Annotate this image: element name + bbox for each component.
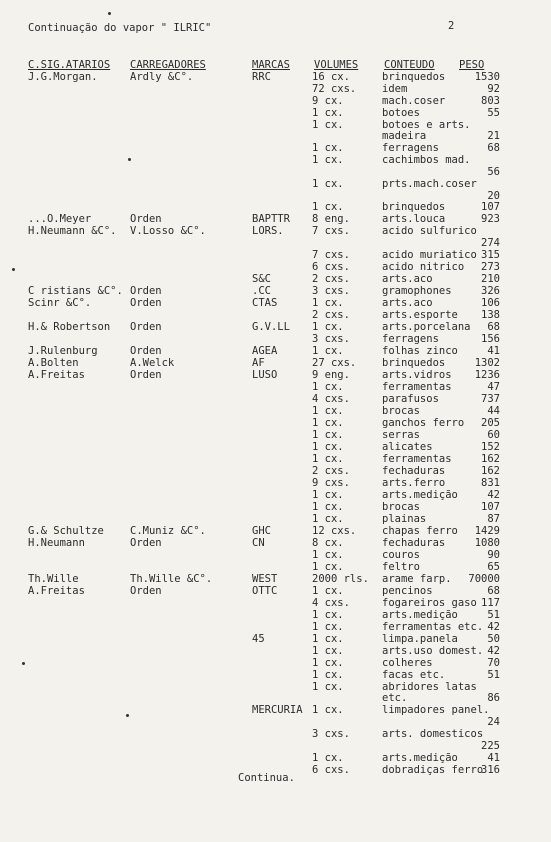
cell-weight: 50	[487, 633, 500, 645]
cell-consignee: J.G.Morgan.	[28, 71, 98, 83]
cell-content: ferramentas etc.	[382, 621, 484, 633]
header-shippers: CARREGADORES	[130, 59, 206, 71]
cell-weight: 156	[481, 333, 500, 345]
cell-content: serras	[382, 429, 420, 441]
cell-volume: 1 cx.	[312, 345, 344, 357]
cell-volume: 2 cxs.	[312, 273, 350, 285]
cell-weight: 117	[481, 597, 500, 609]
cell-volume: 2 cxs.	[312, 309, 350, 321]
cell-content: brocas	[382, 501, 420, 513]
cell-weight: 68	[487, 142, 500, 154]
cell-weight: 737	[481, 393, 500, 405]
cell-content: ganchos ferro	[382, 417, 465, 429]
cell-content: madeira	[382, 130, 427, 142]
page-number: 2	[448, 20, 455, 32]
cell-volume: 1 cx.	[312, 585, 344, 597]
cell-content: couros	[382, 549, 420, 561]
cell-volume: 1 cx.	[312, 119, 344, 131]
cell-weight: 162	[481, 465, 500, 477]
cell-content: fechaduras	[382, 537, 446, 549]
cell-weight: 86	[487, 692, 500, 704]
cell-mark: AF	[252, 357, 265, 369]
cell-weight: 42	[487, 489, 500, 501]
cell-content: arts.uso domest.	[382, 645, 484, 657]
cell-volume: 1 cx.	[312, 669, 344, 681]
cell-content: arts. domesticos	[382, 728, 484, 740]
cell-volume: 1 cx.	[312, 321, 344, 333]
cell-volume: 2000 rls.	[312, 573, 369, 585]
cell-weight: 51	[487, 669, 500, 681]
cell-weight: 51	[487, 609, 500, 621]
cell-content: arts.porcelana	[382, 321, 471, 333]
cell-volume: 27 cxs.	[312, 357, 357, 369]
cell-consignee: Scinr &C°.	[28, 297, 92, 309]
footer-continued: Continua.	[238, 772, 295, 784]
cell-mark: CN	[252, 537, 265, 549]
cell-volume: 1 cx.	[312, 381, 344, 393]
cell-consignee: A.Freitas	[28, 585, 85, 597]
cell-mark: BAPTTR	[252, 213, 290, 225]
cell-weight: 42	[487, 645, 500, 657]
cell-weight: 42	[487, 621, 500, 633]
cell-weight: 803	[481, 95, 500, 107]
cell-weight: 41	[487, 345, 500, 357]
cell-volume: 1 cx.	[312, 178, 344, 190]
cell-weight: 107	[481, 201, 500, 213]
cell-weight: 87	[487, 513, 500, 525]
cell-weight: 47	[487, 381, 500, 393]
cell-volume: 1 cx.	[312, 441, 344, 453]
cell-volume: 12 cxs.	[312, 525, 357, 537]
cell-content: arts.louca	[382, 213, 446, 225]
cell-shipper: Orden	[130, 369, 162, 381]
cell-weight: 68	[487, 585, 500, 597]
cell-weight: 68	[487, 321, 500, 333]
cell-volume: 6 cxs.	[312, 764, 350, 776]
cell-weight: 1530	[474, 71, 500, 83]
cell-volume: 1 cx.	[312, 549, 344, 561]
cell-mark: OTTC	[252, 585, 278, 597]
cell-weight: 162	[481, 453, 500, 465]
cell-shipper: Ardly &C°.	[130, 71, 194, 83]
cell-volume: 4 cxs.	[312, 597, 350, 609]
cell-content: arame farp.	[382, 573, 452, 585]
page-title: Continuação do vapor " ILRIC"	[28, 22, 212, 34]
cell-weight: 1236	[474, 369, 500, 381]
cell-content: pencinos	[382, 585, 433, 597]
cell-volume: 9 eng.	[312, 369, 350, 381]
cell-weight: 274	[481, 237, 500, 249]
cell-weight: 315	[481, 249, 500, 261]
cell-shipper: Orden	[130, 537, 162, 549]
cell-content: arts.medição	[382, 489, 458, 501]
cell-volume: 6 cxs.	[312, 261, 350, 273]
cell-shipper: A.Welck	[130, 357, 175, 369]
cell-shipper: Orden	[130, 285, 162, 297]
cell-volume: 1 cx.	[312, 645, 344, 657]
cell-volume: 7 cxs.	[312, 225, 350, 237]
cell-weight: 90	[487, 549, 500, 561]
cell-content: facas etc.	[382, 669, 446, 681]
cell-weight: 60	[487, 429, 500, 441]
cell-weight: 831	[481, 477, 500, 489]
cell-weight: 205	[481, 417, 500, 429]
cell-mark: 45	[252, 633, 265, 645]
cell-weight: 55	[487, 107, 500, 119]
cell-content: folhas zinco	[382, 345, 458, 357]
cell-volume: 1 cx.	[312, 297, 344, 309]
cell-weight: 70000	[468, 573, 500, 585]
cell-volume: 1 cx.	[312, 657, 344, 669]
ink-speck	[22, 662, 25, 665]
cell-volume: 1 cx.	[312, 453, 344, 465]
cell-consignee: ...O.Meyer	[28, 213, 92, 225]
cell-consignee: C ristians &C°.	[28, 285, 123, 297]
ink-speck	[108, 12, 111, 15]
header-volumes: VOLUMES	[314, 59, 359, 71]
cell-content: abridores latas	[382, 681, 477, 693]
cell-volume: 1 cx.	[312, 201, 344, 213]
cell-shipper: Orden	[130, 585, 162, 597]
cell-weight: 24	[487, 716, 500, 728]
cell-content: idem	[382, 83, 408, 95]
cell-content: brinquedos	[382, 357, 446, 369]
ink-speck	[128, 158, 131, 161]
cell-consignee: A.Bolten	[28, 357, 79, 369]
cell-content: cachimbos mad.	[382, 154, 471, 166]
cell-volume: 9 cx.	[312, 95, 344, 107]
cell-content: arts.medição	[382, 609, 458, 621]
cell-content: chapas ferro	[382, 525, 458, 537]
cell-weight: 70	[487, 657, 500, 669]
cell-content: fogareiros gaso	[382, 597, 477, 609]
cell-volume: 8 cx.	[312, 537, 344, 549]
cell-volume: 1 cx.	[312, 704, 344, 716]
cell-volume: 1 cx.	[312, 633, 344, 645]
cell-shipper: Th.Wille &C°.	[130, 573, 213, 585]
cell-consignee: J.Rulenburg	[28, 345, 98, 357]
cell-shipper: Orden	[130, 345, 162, 357]
cell-weight: 92	[487, 83, 500, 95]
cell-content: ferramentas	[382, 453, 452, 465]
cell-volume: 7 cxs.	[312, 249, 350, 261]
cell-consignee: H.& Robertson	[28, 321, 111, 333]
cell-content: brinquedos	[382, 71, 446, 83]
cell-content: dobradiças ferro	[382, 764, 484, 776]
cell-content: arts.vidros	[382, 369, 452, 381]
cell-weight: 138	[481, 309, 500, 321]
cell-volume: 1 cx.	[312, 513, 344, 525]
cell-content: prts.mach.coser	[382, 178, 477, 190]
cell-consignee: A.Freitas	[28, 369, 85, 381]
cell-volume: 72 cxs.	[312, 83, 357, 95]
cell-content: brocas	[382, 405, 420, 417]
cell-volume: 1 cx.	[312, 681, 344, 693]
cell-content: acido nitrico	[382, 261, 465, 273]
cell-volume: 1 cx.	[312, 154, 344, 166]
cell-consignee: G.& Schultze	[28, 525, 104, 537]
header-consignees: C.SIG.ATARIOS	[28, 59, 111, 71]
cell-weight: 273	[481, 261, 500, 273]
cell-weight: 225	[481, 740, 500, 752]
cell-consignee: H.Neumann	[28, 537, 85, 549]
cell-content: arts.aco	[382, 273, 433, 285]
cell-weight: 326	[481, 285, 500, 297]
cell-content: plainas	[382, 513, 427, 525]
cell-volume: 3 cxs.	[312, 285, 350, 297]
cell-content: ferramentas	[382, 381, 452, 393]
cell-content: botoes e arts.	[382, 119, 471, 131]
cell-volume: 1 cx.	[312, 429, 344, 441]
cell-volume: 1 cx.	[312, 561, 344, 573]
cell-weight: 923	[481, 213, 500, 225]
cell-content: arts.ferro	[382, 477, 446, 489]
cell-mark: S&C	[252, 273, 271, 285]
cell-mark: CTAS	[252, 297, 278, 309]
cell-weight: 152	[481, 441, 500, 453]
ink-speck	[126, 714, 129, 717]
cell-weight: 21	[487, 130, 500, 142]
cell-weight: 1429	[474, 525, 500, 537]
cell-consignee: H.Neumann &C°.	[28, 225, 117, 237]
cell-volume: 9 cxs.	[312, 477, 350, 489]
cell-mark: AGEA	[252, 345, 278, 357]
cell-content: alicates	[382, 441, 433, 453]
cell-mark: .CC	[252, 285, 271, 297]
cell-content: brinquedos	[382, 201, 446, 213]
cell-content: limpa.panela	[382, 633, 458, 645]
cell-mark: LORS.	[252, 225, 284, 237]
cell-volume: 4 cxs.	[312, 393, 350, 405]
cell-volume: 3 cxs.	[312, 333, 350, 345]
cell-content: fechaduras	[382, 465, 446, 477]
ink-speck	[12, 268, 15, 271]
cell-weight: 56	[487, 166, 500, 178]
cell-volume: 1 cx.	[312, 501, 344, 513]
cell-weight: 316	[481, 764, 500, 776]
cell-mark: GHC	[252, 525, 271, 537]
cell-mark: G.V.LL	[252, 321, 290, 333]
cell-content: mach.coser	[382, 95, 446, 107]
cell-weight: 107	[481, 501, 500, 513]
header-marks: MARCAS	[252, 59, 290, 71]
cell-consignee: Th.Wille	[28, 573, 79, 585]
cell-mark: WEST	[252, 573, 278, 585]
cell-content: feltro	[382, 561, 420, 573]
cell-volume: 1 cx.	[312, 621, 344, 633]
cell-content: limpadores panel.	[382, 704, 490, 716]
cell-volume: 1 cx.	[312, 107, 344, 119]
cell-weight: 20	[487, 190, 500, 202]
cell-weight: 210	[481, 273, 500, 285]
header-contents: CONTEUDO	[384, 59, 435, 71]
cell-weight: 44	[487, 405, 500, 417]
cell-content: acido sulfurico	[382, 225, 477, 237]
cell-shipper: Orden	[130, 297, 162, 309]
cell-volume: 1 cx.	[312, 405, 344, 417]
cell-mark: LUSO	[252, 369, 278, 381]
cell-mark: MERCURIA	[252, 704, 303, 716]
cell-weight: 65	[487, 561, 500, 573]
cell-shipper: C.Muniz &C°.	[130, 525, 206, 537]
cell-content: colheres	[382, 657, 433, 669]
cell-content: acido muriatico	[382, 249, 477, 261]
cell-weight: 106	[481, 297, 500, 309]
cell-volume: 16 cx.	[312, 71, 350, 83]
cell-content: gramophones	[382, 285, 452, 297]
cell-content: ferragens	[382, 333, 439, 345]
cell-content: arts.aco	[382, 297, 433, 309]
cell-volume: 1 cx.	[312, 752, 344, 764]
header-weight: PESO	[459, 59, 485, 71]
cell-volume: 1 cx.	[312, 142, 344, 154]
cell-mark: RRC	[252, 71, 271, 83]
cell-shipper: Orden	[130, 213, 162, 225]
cell-volume: 1 cx.	[312, 417, 344, 429]
cell-volume: 3 cxs.	[312, 728, 350, 740]
cell-volume: 8 eng.	[312, 213, 350, 225]
cell-shipper: V.Losso &C°.	[130, 225, 206, 237]
cell-content: arts.esporte	[382, 309, 458, 321]
cell-content: botoes	[382, 107, 420, 119]
cell-volume: 1 cx.	[312, 609, 344, 621]
cell-weight: 1302	[474, 357, 500, 369]
cell-content: etc.	[382, 692, 408, 704]
cell-volume: 2 cxs.	[312, 465, 350, 477]
cell-content: parafusos	[382, 393, 439, 405]
cell-weight: 1080	[474, 537, 500, 549]
cell-content: ferragens	[382, 142, 439, 154]
cell-shipper: Orden	[130, 321, 162, 333]
cell-volume: 1 cx.	[312, 489, 344, 501]
cell-content: arts.medição	[382, 752, 458, 764]
cell-weight: 41	[487, 752, 500, 764]
